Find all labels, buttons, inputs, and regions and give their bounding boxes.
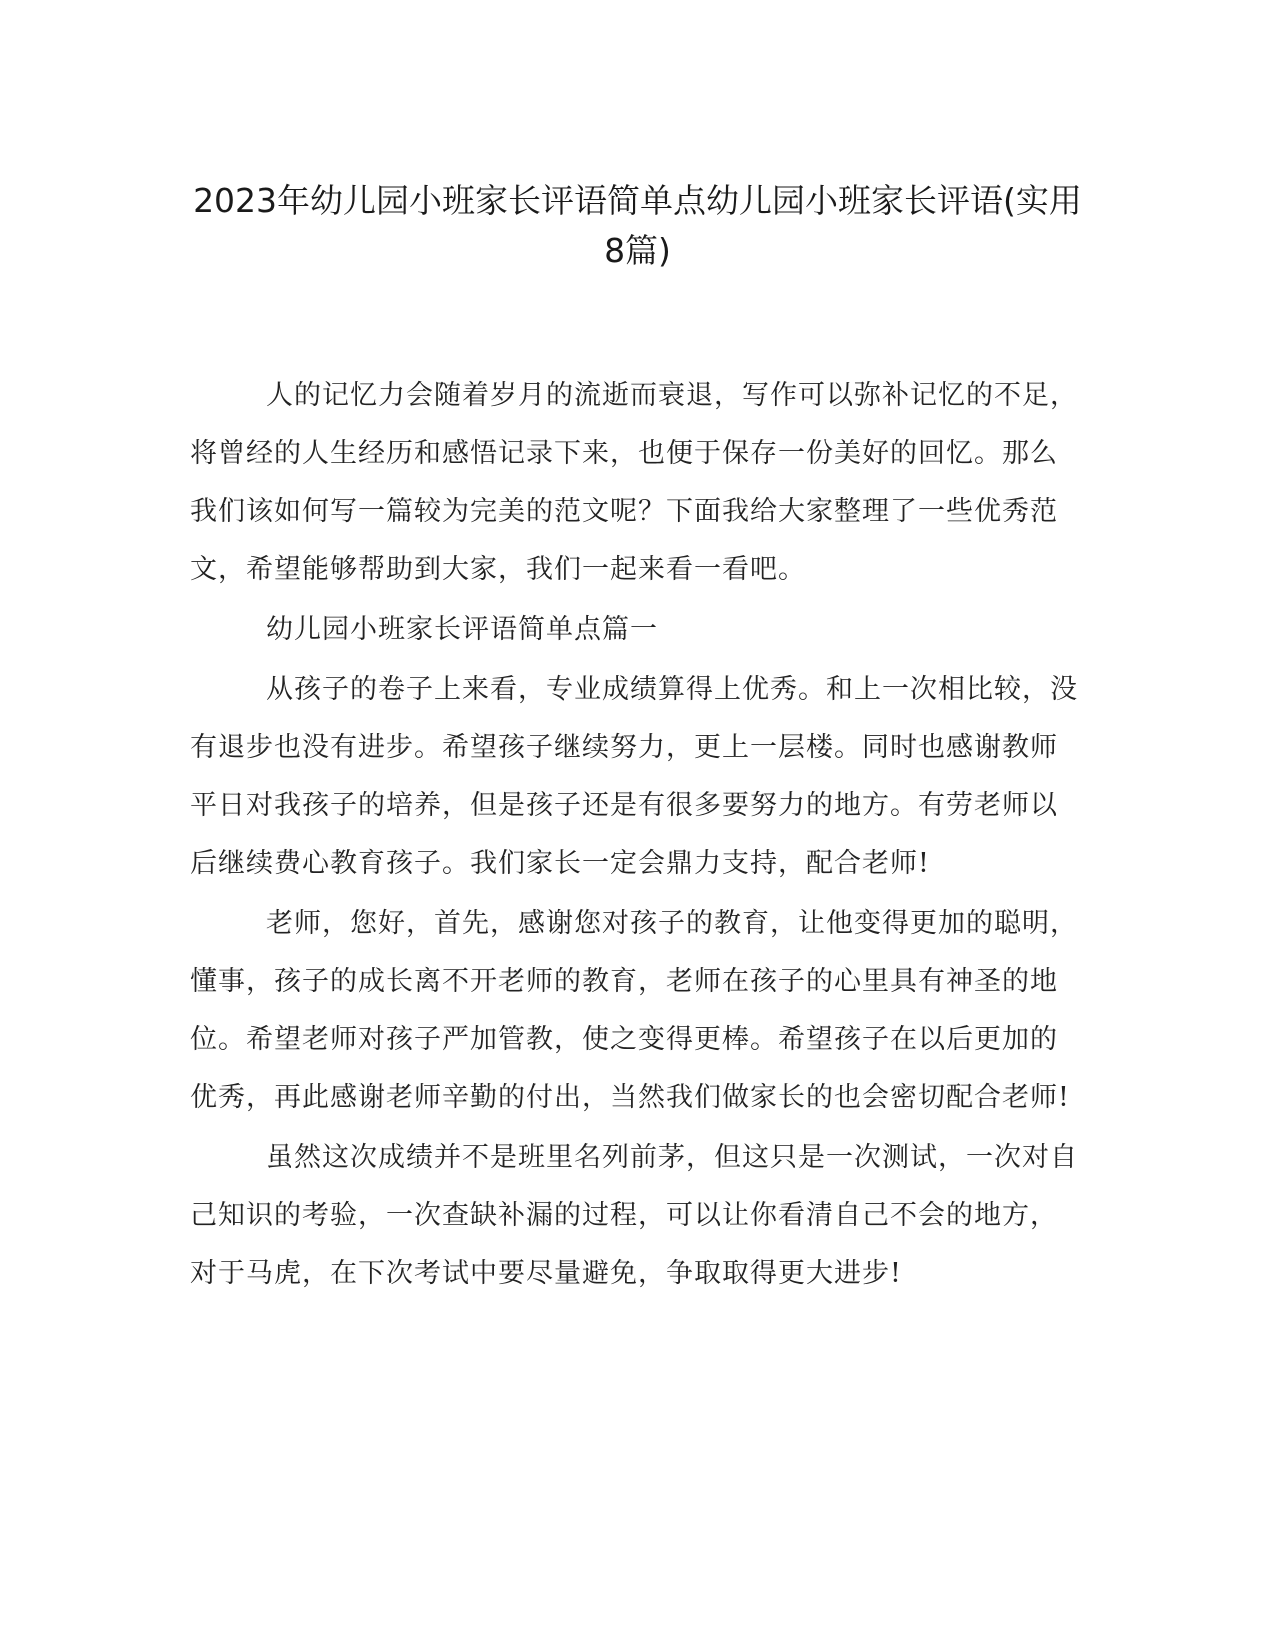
title-line-1: 2023年幼儿园小班家长评语简单点幼儿园小班家长评语(实用 — [193, 181, 1082, 220]
document-body — [190, 367, 1085, 1305]
body-paragraph: 虽然这次成绩并不是班里名列前茅，但这只是一次测试，一次对自己知识的考验，一次查缺补漏的过程，可以让你看清自己不会的地方，对于马虎，在下次考试中要尽量避免，争取取得更大进步! — [190, 1142, 1078, 1289]
section-heading: 幼儿园小班家长评语简单点篇一 — [266, 614, 658, 645]
intro-paragraph: 人的记忆力会随着岁月的流逝而衰退，写作可以弥补记忆的不足，将曾经的人生经历和感悟记录下来，也便于保存一份美好的回忆。那么我们该如何写一篇较为完美的范文呢？下面我给大家整理了一些优秀范文，希望能够帮助到大家，我们一起来看一看吧。 — [190, 380, 1078, 585]
title-line-2: 8篇) — [604, 231, 671, 270]
document-title — [150, 176, 1125, 276]
body-paragraph: 老师，您好，首先，感谢您对孩子的教育，让他变得更加的聪明，懂事，孩子的成长离不开老师的教育，老师在孩子的心里具有神圣的地位。希望老师对孩子严加管教，使之变得更棒。希望孩子在以后更加的优秀，再此感谢老师辛勤的付出，当然我们做家长的也会密切配合老师! — [190, 908, 1078, 1113]
body-paragraph: 从孩子的卷子上来看，专业成绩算得上优秀。和上一次相比较，没有退步也没有进步。希望孩子继续努力，更上一层楼。同时也感谢教师平日对我孩子的培养，但是孩子还是有很多要努力的地方。有劳老师以后继续费心教育孩子。我们家长一定会鼎力支持，配合老师! — [190, 674, 1078, 879]
